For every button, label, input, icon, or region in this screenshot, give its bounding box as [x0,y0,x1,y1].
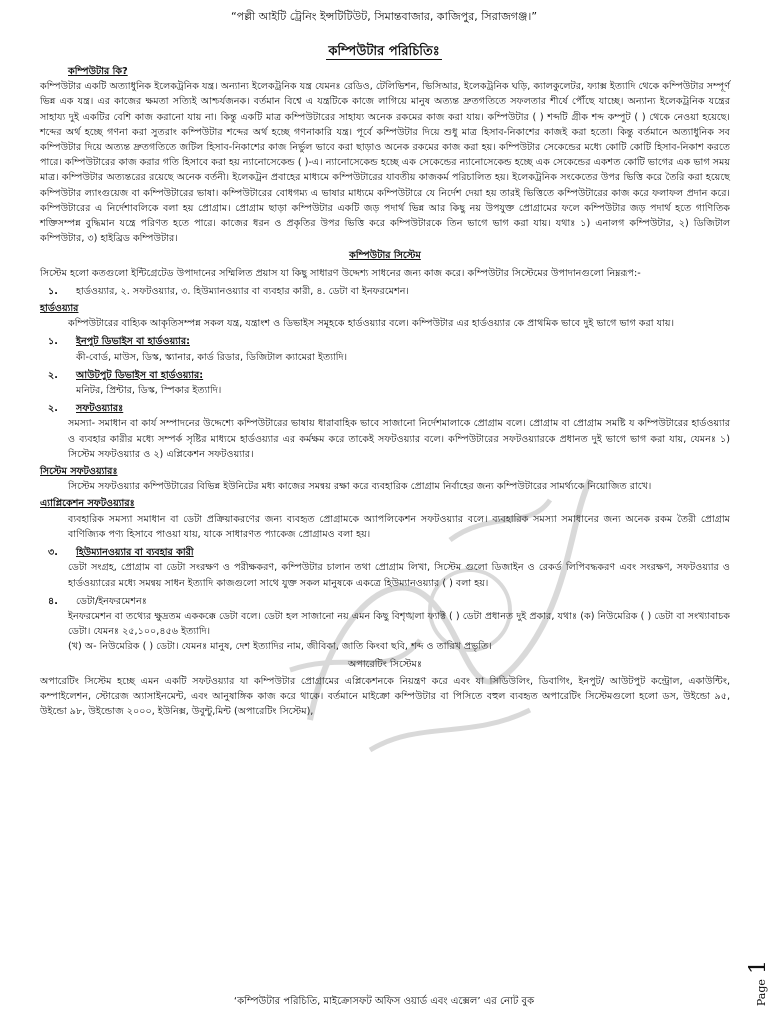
para-humanware: ডেটা সংগ্রহ, প্রোগ্রাম বা ডেটা সংরক্ষণ ও পরীক্ষকরণ, কম্পিউটার চালান তথা প্রোগ্রাম লিখা, সিস্টেম গুলো ডিজাইন ও রেকর্ড লিপিবদ্ধকরণ এবং সংরক্ষণ, সফটওয়্যার ও হার্ডওয়্যারের মধ্যে সমন্বয় সাধন ইত্যাদি কাজগুলো সাথে যুক্ত সকল মানুষকে একত্রে হিউম্যানওয়্যার ( ) বলা হয়। [68,562,730,589]
para-system-software: সিস্টেম সফটওয়্যার কম্পিউটারের বিভিন্ন ইউনিটের মধ্য কাজের সমন্বয় রক্ষা করে ব্যবহারিক প্রোগ্রাম নির্বাহের জন্য কম্পিউটারের সামর্থ্যকে নিয়োজিত রাখে। [68,481,652,493]
list-text: হার্ডওয়্যার, ২. সফটওয়্যার, ৩. হিউম্যানওয়্যার বা ব্যবহার কারী, ৪. ডেটা বা ইনফরমেশন। [76,285,409,297]
item-input-device [40,334,730,364]
para-software: সমস্যা- সমাধান বা কার্য সম্পাদনের উদ্দেশ্যে কম্পিউটারের ভাষায় ধারাবাহিক ভাবে সাজানো নির্দেশমালাকে প্রোগ্রাম বলে। প্রোগ্রাম বা প্রোগ্রাম সমষ্টি য কম্পিউটারের হার্ডওয়্যার ও ব্যবহার কারীর মধ্যে সম্পর্ক সৃষ্টির মাধ্যমে হার্ডওয়্যার এর কর্মক্ষম করে তাকেই সফটওয়্যার বলে। কম্পিউটারের সফটওয়্যারকে প্রধানত দুই ভাগে ভাগ করা যায়, যেমনঃ ১) সিস্টেম সফটওয়্যার ও ২) এপ্লিকেশন সফটওয়্যার। [68,418,730,460]
para-application-software: ব্যবহারিক সমস্যা সমাধান বা ডেটা প্রক্রিয়াকরণের জন্য ব্যবহৃত প্রোগ্রামকে অ্যাপলিকেশন সফটওয়্যার বলে। ব্যবহারিক সমস্যা সমাধানের জন্য অনেক রকম তৈরী প্রোগ্রাম বাণিজ্যিক পণ্য হিসাবে পাওয়া যায়, যাকে সাধারণত প্যাকেজ প্রোগ্রামও বলা হয়। [68,513,730,540]
heading-computer-system: কম্পিউটার সিস্টেম [349,250,421,262]
para-data-2: (খ) অ- নিউমেরিক ( ) ডেটা। যেমনঃ মানুষ, দেশ ইত্যাদির নাম, জীবিকা, জাতি কিংবা ছবি, শব্দ ও তারিখ প্রভৃতি। [68,641,492,653]
heading-humanware: হিউম্যানওয়্যার বা ব্যবহার কারী [76,547,194,559]
page-title [0,42,768,63]
item-number: ৪. [48,595,58,607]
document-body [40,62,730,721]
item-number: ৩. [48,547,58,559]
page-header: “পল্লী আইটি ট্রেনিং ইন্সটিটিউট, সিমান্তবাজার, কাজিপুর, সিরাজগঞ্জ।” [230,10,538,23]
para-hardware: কম্পিউটারের বাহ্যিক আকৃতিসম্পন্ন সকল যন্ত্র, যন্ত্রাংশ ও ডিভাইস সমূহকে হার্ডওয়্যার বলে। কম্পিউটার এর হার্ডওয়্যার কে প্রাথমিক ভাবে দুই ভাগে ভাগ করা যায়। [68,318,675,330]
heading-output-device: আউটপুট ডিভাইস বা হার্ডওয়্যার: [76,369,204,381]
para-computer-system: সিস্টেম হলো কতগুলো ইন্টিগ্রেটেড উপাদানের সম্মিলিত প্রয়াস যা কিছু সাধারণ উদ্দেশ্য সাধনের জন্য কাজ করে। কম্পিউটার সিস্টেমের উপাদানগুলো নিম্নরূপ:- [40,267,641,279]
item-humanware [40,545,730,560]
output-device-list: মনিটর, প্রিন্টার, ডিস্ক, স্পিকার ইত্যাদি। [76,385,222,397]
item-output-device [40,368,730,398]
item-data [40,594,730,609]
page-footer: ‘কম্পিউটার পরিচিতি, মাইক্রোসফট অফিস ওয়ার্ড এবং এক্সেল’ এর নোট বুক [233,996,535,1007]
para-what-is-computer: কম্পিউটার একটি অত্যাধুনিক ইলেকট্রনিক যন্ত্র। অন্যান্য ইলেকট্রনিক যন্ত্র যেমনঃ রেডিও, টেলিভিশন, ভিসিআর, ইলেকট্রনিক ঘড়ি, ক্যালকুলেটর, ফ্যাক্স ইত্যাদি থেকে কম্পিউটার সম্পূর্ণ ভিন্ন এক যন্ত্র। এর কাজের ক্ষমতা সত্যিই আশ্চর্যজনক। বর্তমান বিশ্বে এ যন্ত্রটিকে কাজে লাগিয়ে মানুষ অত্যন্ত দ্রুতগতিতে সফলতার শীর্ষে পৌঁছে যাচ্ছে। অন্যান্য ইলেকট্রনিক যন্ত্রের সাহায্য দুই একটির বেশি কাজ করানো যায় না। কিন্তু একটি মাত্র কম্পিউটারের সাহায্য অনেক রকমের কাজ করা যায়। কম্পিউটার ( ) শব্দটি গ্রীক শব্দ কম্পুট ( ) থেকে নেওয়া হয়েছে। শব্দের অর্থ হচ্ছে গণনা করা সুতরাং কম্পিউটার শব্দের অর্থ হচ্ছে গণনাকারি যন্ত্র। পূর্বে কম্পিউটার দিয়ে শুধু মাত্র হিসাব-নিকাশের কাজই করা হতো। কিন্তু বর্তমানে অত্যাধুনিক সব কম্পিউটার দিয়ে অত্যন্ত দ্রুতগতিতে জটিল হিসাব-নিকাশের কাজ নির্ভুল ভাবে করা ছাড়াও অনেক রকমের কাজ করা হয়। কম্পিউটার সেকেন্ডের মধ্যে কোটি কোটি হিসাব-নিকাশ করতে পারে। কম্পিউটারের কাজ করার গতি হিসাবে করা হয় ন্যানোসেকেন্ড ( )-এ। ন্যানোসেকেন্ড হচ্ছে এক সেকেন্ডের ন্যানোসেকেন্ড হচ্ছে এক সেকেন্ডের একশত কোটি ভাগের এক ভাগ সময় মাত্র। কম্পিউটার অত্যন্তরের রয়েছে অনেক বর্তনী। ইলেকট্রন প্রবাহের মাধ্যমে কম্পিউটারের যাবতীয় কাজকর্ম পরিচালিত হয়। ইলেকট্রনিক সংকেতের উপর ভিত্তি করে তৈরি করা হয়েছে কম্পিউটার ল্যাংগুয়েজ বা কম্পিউটারের ভাষা। কম্পিউটারের বোধগম্য এ ভাষার মাধ্যমে কম্পিউটারে যে নির্দেশ দেয়া হয় তারই ভিত্তিতে কম্পিউটারের কাজ করে ফলাফল প্রদান করে। কম্পিউটারের এ নির্দেশাবলিকে বলা হয় প্রোগ্রাম। প্রোগ্রাম ছাড়া কম্পিউটার একটি জড় পদার্থ ভিন্ন আর কিছু নয় উপযুক্ত প্রোগ্রামের ফলে কম্পিউটার জড় পদার্থ হতে গাণিতিক শক্তিসম্পন্ন বুদ্ধিমান যন্ত্রে পরিণত হতে পারে। কাজের ধরন ও প্রকৃতির উপর ভিত্তি করে কম্পিউটারকে তিন ভাগে ভাগ করা যায়। যথাঃ ১) এনালগ কম্পিউটার, ২) ডিজিটাল কম্পিউটার, ৩) হাইব্রিড কম্পিউটার। [40,81,730,245]
input-device-list: কী-বোর্ড, মাউস, ডিস্ক, স্ক্যানার, কার্ড রিডার, ডিজিটাল ক্যামেরা ইত্যাদি। [76,351,348,363]
heading-what-is-computer: কম্পিউটার কি? [68,66,128,77]
para-operating-system: অপারেটিং সিস্টেম হচ্ছে এমন একটি সফটওয়্যার যা কম্পিউটার প্রোগ্রামের এপ্লিকেশনকে নিয়ন্ত্রণ করে এবং যা সিডিউলিং, ডিবাগিং, ইনপুট/ আউটপুট কন্ট্রোল, একাউন্টিং, কম্পাইলেশন, স্টোরেজ অ্যাসাইনমেন্ট, এবং আনুষাঙ্গিক কাজ করে থাকে। বর্তমানে মাইক্রো কম্পিউটার বা পিসিতে বহুল ব্যবহৃত অপারেটিং সিস্টেমগুলো হলো ডস, উইন্ডো ৯৫, উইন্ডো ৯৮, উইন্ডোজ ২০০০, ইউনিক্স, উবুন্টু,মিন্ট (অপারেটিং সিস্টেম), [40,675,730,718]
page-word: Page [755,979,768,1007]
item-number: ২. [48,403,58,415]
item-software [40,401,730,416]
item-number: ২. [48,369,58,381]
list-number: ১. [48,285,58,297]
page-number-value: 1 [746,960,771,974]
page-number [746,960,771,1006]
heading-operating-system: অপারেটিং সিস্টেমঃ [348,658,422,670]
page-title-text: কম্পিউটার পরিচিতিঃ [328,44,440,59]
item-number: ১. [48,336,58,348]
para-data: ইনফরমেশন বা তথ্যের ক্ষুদ্রতম এককক্কে ডেটা বলে। ডেটা হল সাজানো নয় এমন কিছু বিশৃঙ্খলা ফ্যাক্ট ( ) ডেটা প্রধানত দুই প্রকার, যথাঃ (ক) নিউমেরিক ( ) ডেটা বা সংখ্যাবাচক ডেটা। যেমনঃ ২৫,১০০,৪৫৬ ইত্যাদি। [68,610,730,638]
heading-hardware: হার্ডওয়্যার [40,303,79,315]
heading-system-software: সিস্টেম সফটওয়্যারঃ [40,466,118,478]
heading-software: সফটওয়্যারঃ [76,403,124,415]
heading-input-device: ইনপুট ডিভাইস বা হার্ডওয়্যার: [76,336,190,348]
heading-application-software: এ্যাপ্লিকেশন সফটওয়্যারঃ [40,498,135,510]
list-system-components [40,284,730,299]
heading-data: ডেটা/ইনফরমেশনঃ [76,595,147,607]
